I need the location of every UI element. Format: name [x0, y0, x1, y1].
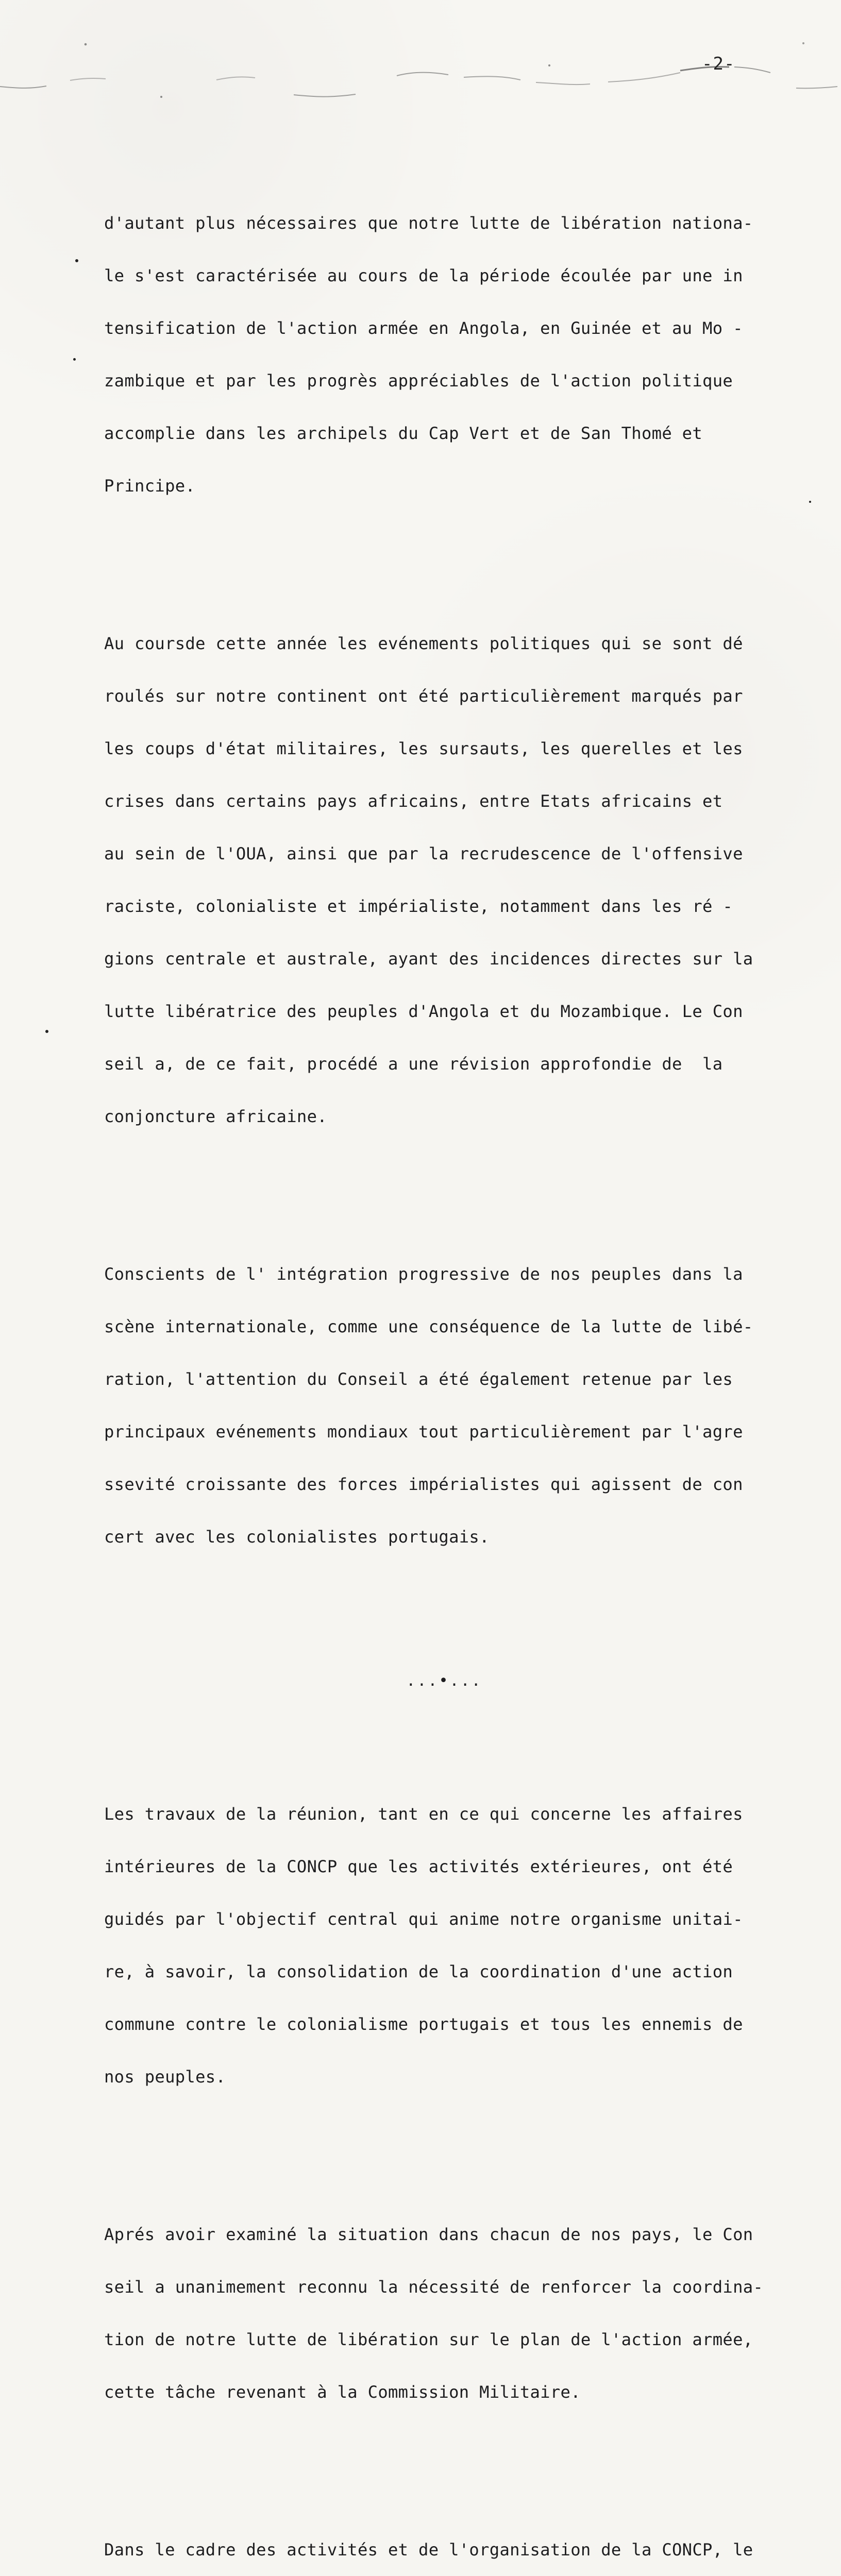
scan-dot-2	[160, 96, 162, 98]
paragraph-2-line-9: seil a, de ce fait, procédé a une révision approfondie de la	[104, 1054, 723, 1074]
paragraph-5-line-1: Aprés avoir examiné la situation dans chacun de nos pays, le Con	[104, 2225, 753, 2244]
paragraph-1-line-2: le s'est caractérisée au cours de la période écoulée par une in	[104, 266, 743, 285]
paragraph-6-line-1: Dans le cadre des activités et de l'organisation de la CONCP, le	[104, 2540, 753, 2560]
scan-line-2	[216, 77, 255, 80]
scan-dot-left-2	[73, 358, 76, 361]
paragraph-4	[104, 1770, 784, 2121]
paragraph-3-line-5: ssevité croissante des forces impérialistes qui agissent de con	[104, 1475, 743, 1494]
paragraph-3	[104, 1230, 784, 1581]
scan-line-right	[796, 87, 837, 88]
paragraph-3-line-6: cert avec les colonialistes portugais.	[104, 1527, 490, 1547]
paragraph-4-line-1: Les travaux de la réunion, tant en ce qui concerne les affaires	[104, 1804, 743, 1824]
scan-line-9	[734, 67, 770, 73]
scan-line-5	[464, 76, 520, 80]
paragraph-2-line-2: roulés sur notre continent ont été particulièrement marqués par	[104, 686, 743, 706]
paragraph-2-line-10: conjoncture africaine.	[104, 1107, 327, 1126]
paragraph-5-line-2: seil a unanimement reconnu la nécessité de renforcer la coordina-	[104, 2277, 764, 2297]
scan-dot-3	[548, 64, 550, 66]
page-number: -2-	[702, 54, 735, 74]
paragraph-2-line-5: au sein de l'OUA, ainsi que par la recrudescence de l'offensive	[104, 844, 743, 863]
paragraph-1-line-3: tensification de l'action armée en Angola, en Guinée et au Mo -	[104, 318, 743, 338]
paragraph-3-line-1: Conscients de l' intégration progressive de nos peuples dans la	[104, 1264, 743, 1284]
paragraph-6	[104, 2506, 784, 2576]
paragraph-1-line-5: accomplie dans les archipels du Cap Vert et de San Thomé et	[104, 423, 703, 443]
scan-dot-1	[85, 43, 87, 46]
paragraph-4-line-2: intérieures de la CONCP que les activités extérieures, ont été	[104, 1857, 733, 1876]
scan-dot-right-1	[809, 501, 811, 503]
paragraph-2	[104, 600, 784, 1160]
paragraph-1-line-4: zambique et par les progrès appréciables de l'action politique	[104, 371, 733, 391]
paragraph-2-line-4: crises dans certains pays africains, entre Etats africains et	[104, 791, 723, 811]
scan-line-left	[0, 86, 46, 88]
paragraph-2-line-1: Au coursde cette année les evénements politiques qui se sont dé	[104, 634, 743, 653]
scan-dot-4	[802, 42, 804, 44]
paragraph-4-line-5: commune contre le colonialisme portugais et tous les ennemis de	[104, 2014, 743, 2034]
scan-dot-left-3	[45, 1030, 48, 1033]
paragraph-2-line-7: gions centrale et australe, ayant des incidences directes sur la	[104, 949, 753, 969]
paragraph-2-line-8: lutte libératrice des peuples d'Angola et du Mozambique. Le Con	[104, 1002, 743, 1021]
paragraph-3-line-3: ration, l'attention du Conseil a été également retenue par les	[104, 1369, 733, 1389]
scan-line-6	[536, 82, 590, 84]
document-body	[104, 144, 784, 2576]
paragraph-4-line-4: re, à savoir, la consolidation de la coordination d'une action	[104, 1962, 733, 1981]
paragraph-3-line-4: principaux evénements mondiaux tout particulièrement par l'agre	[104, 1422, 743, 1442]
scan-line-1	[70, 78, 106, 80]
paragraph-5-line-3: tion de notre lutte de libération sur le plan de l'action armée,	[104, 2330, 753, 2349]
paragraph-5-line-4: cette tâche revenant à la Commission Militaire.	[104, 2382, 581, 2402]
scan-line-4	[397, 73, 448, 76]
paragraph-5	[104, 2191, 784, 2436]
section-separator: ...•...	[406, 1672, 482, 1690]
paragraph-2-line-3: les coups d'état militaires, les sursauts, les querelles et les	[104, 739, 743, 758]
paragraph-1-line-6: Principe.	[104, 476, 196, 496]
scan-dot-left-1	[75, 259, 78, 262]
paragraph-4-line-6: nos peuples.	[104, 2067, 226, 2087]
paragraph-3-line-2: scène internationale, comme une conséquence de la lutte de libé-	[104, 1317, 753, 1336]
scan-line-3	[294, 94, 356, 97]
paragraph-4-line-3: guidés par l'objectif central qui anime notre organisme unitai-	[104, 1909, 743, 1929]
scan-line-7	[608, 73, 680, 82]
paragraph-1	[104, 179, 784, 530]
paragraph-2-line-6: raciste, colonialiste et impérialiste, notamment dans les ré -	[104, 896, 733, 916]
paragraph-1-line-1: d'autant plus nécessaires que notre lutte de libération nationa-	[104, 213, 753, 233]
